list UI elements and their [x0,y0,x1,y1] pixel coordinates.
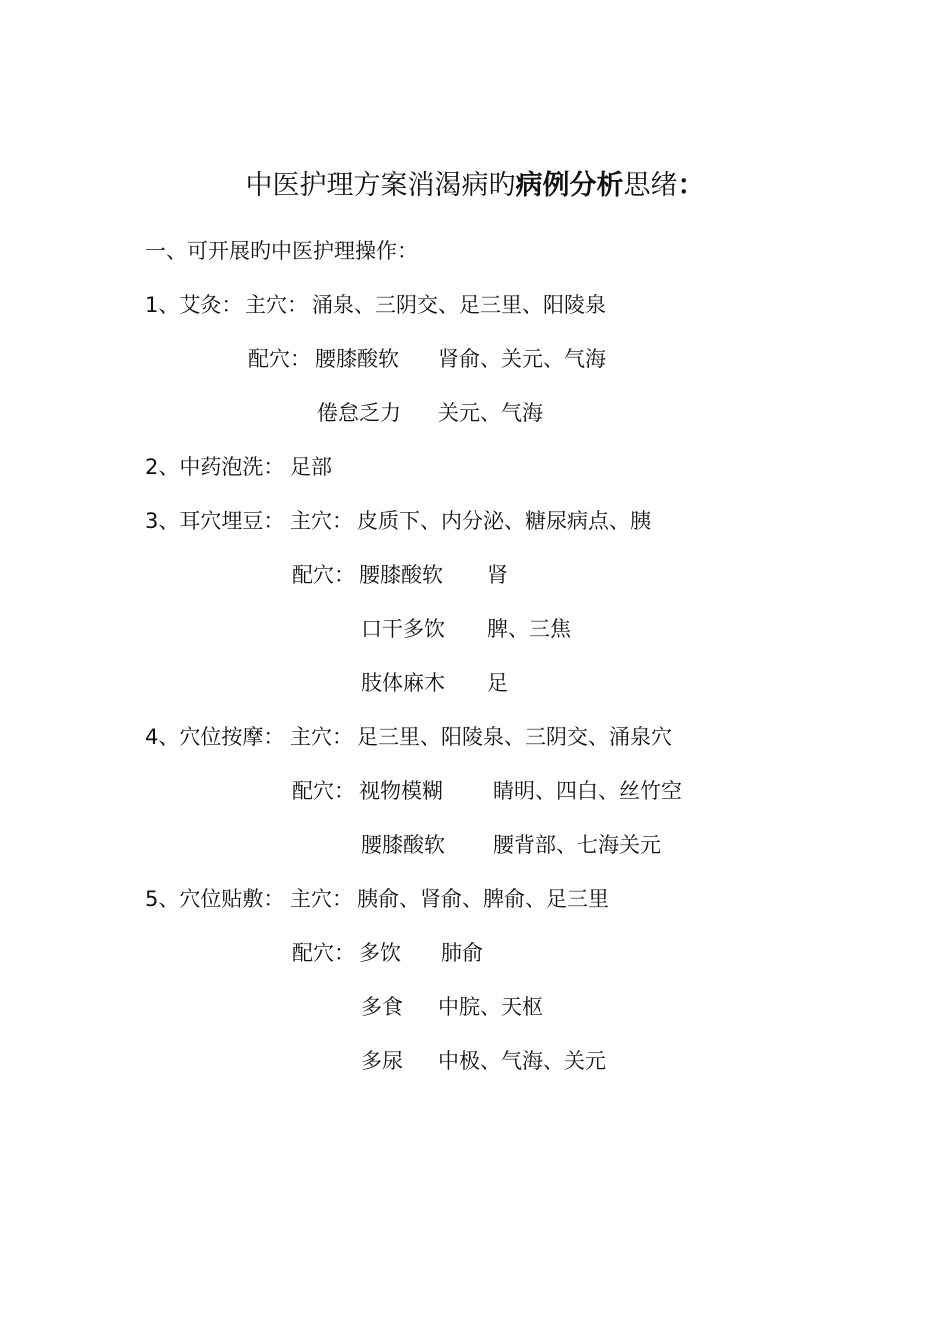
item-3-main-points: 皮质下、内分泌、糖尿病点、胰 [357,509,651,533]
item-5-aux-2-points: 中脘、天枢 [438,995,543,1019]
item-5-aux-2-symptom: 多食 [361,995,403,1019]
item-3-aux-label: 配穴： [292,563,355,587]
item-1-aux-1-symptom: 腰膝酸软 [315,347,399,371]
item-3-aux-1-symptom: 腰膝酸软 [359,563,443,587]
item-5-main-points: 胰俞、肾俞、脾俞、足三里 [357,887,609,911]
item-5-aux-1-symptom: 多饮 [359,941,401,965]
item-1-aux-1-points: 肾俞、关元、气海 [438,347,606,371]
item-5-aux-1-points: 肺俞 [441,941,483,965]
item-1-main-label: 主穴： [245,293,308,317]
item-3-main-label: 主穴： [290,509,353,533]
item-3-aux-3-points: 足 [487,671,508,695]
title-bold-part: 病例分析 [515,170,624,201]
item-4-aux-label: 配穴： [292,779,355,803]
item-4-number: 4、穴位按摩： [145,725,285,749]
item-4-aux-2-points: 腰背部、七海关元 [493,833,661,857]
item-4-aux-1-points: 睛明、四白、丝竹空 [493,779,682,803]
item-4-main-label: 主穴： [290,725,353,749]
page-title [0,168,950,204]
item-1-main-points: 涌泉、三阴交、足三里、阳陵泉 [312,293,606,317]
item-5-aux-3-points: 中极、气海、关元 [438,1049,606,1073]
item-4-aux-1-symptom: 视物模糊 [359,779,443,803]
item-5-number: 5、穴位贴敷： [145,887,285,911]
item-1-number: 1、艾灸： [145,293,243,317]
title-part-1: 中医护理方案消渴病旳 [245,170,516,201]
item-3-aux-3-symptom: 肢体麻木 [361,671,445,695]
item-2-target: 足部 [290,455,332,479]
item-3-number: 3、耳穴埋豆： [145,509,285,533]
item-5-main-label: 主穴： [290,887,353,911]
title-part-2: 思绪 [623,170,678,201]
item-4-aux-2-symptom: 腰膝酸软 [361,833,445,857]
item-2-number: 2、中药泡洗： [145,455,285,479]
item-3-aux-2-points: 脾、三焦 [487,617,571,641]
item-1-aux-2-symptom: 倦怠乏力 [317,401,401,425]
item-3-aux-1-points: 肾 [487,563,508,587]
item-1-aux-label: 配穴： [248,347,311,371]
item-5-aux-3-symptom: 多尿 [361,1049,403,1073]
title-colon: ： [677,170,705,201]
item-3-aux-2-symptom: 口干多饮 [361,617,445,641]
item-1-aux-2-points: 关元、气海 [438,401,543,425]
item-4-main-points: 足三里、阳陵泉、三阴交、涌泉穴 [357,725,672,749]
section-heading: 一、可开展旳中医护理操作： [145,239,418,263]
item-5-aux-label: 配穴： [292,941,355,965]
